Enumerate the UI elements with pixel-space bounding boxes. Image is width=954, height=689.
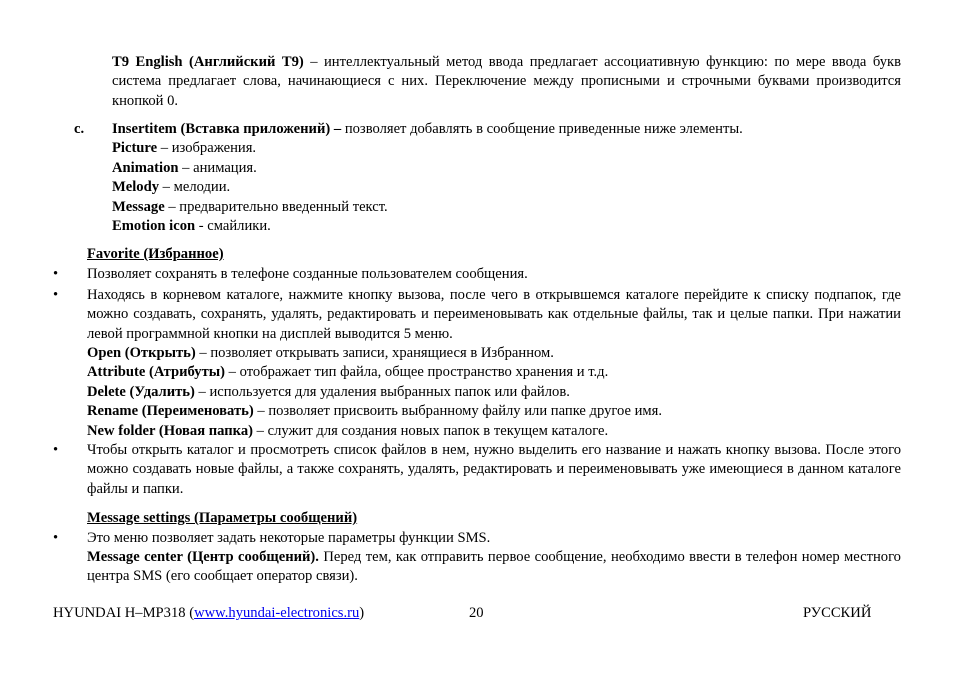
- menu-text: – служит для создания новых папок в текущем каталоге.: [253, 422, 609, 439]
- insert-section: [112, 120, 901, 236]
- menu-attribute: [87, 363, 901, 382]
- insert-item-animation: [112, 159, 901, 178]
- insert-item-text: – изображения.: [157, 140, 257, 157]
- msgsettings-heading: Message settings (Параметры сообщений): [87, 510, 358, 526]
- insert-item-term: Melody: [112, 179, 160, 196]
- menu-text: – используется для удаления выбранных папок или файлов.: [194, 383, 570, 400]
- bullet-icon: •: [53, 266, 59, 282]
- insert-item-emotion-icon: [112, 217, 901, 236]
- insert-item-text: - смайлики.: [195, 218, 271, 235]
- msgsettings-bullet-1: Это меню позволяет задать некоторые параметры функции SMS.: [87, 530, 491, 546]
- favorite-bullet-3: Чтобы открыть каталог и просмотреть список файлов в нем, нужно выделить его название и нажать кнопку вызова. После этого можно создавать новые файлы, а также сохранять, удалять, редактировать и переименовывать уже имеющиеся в данном каталоге файлы и папки.: [87, 442, 901, 497]
- favorite-bullet-2: Находясь в корневом каталоге, нажмите кнопку вызова, после чего в открывшемся каталоге перейдите к списку подпапок, где можно создавать, сохранять, удалять, редактировать и переименовывать как отдельные файлы, так и целые папки. При нажатии левой программной кнопки на дисплей выводится 5 меню.: [87, 287, 901, 342]
- insert-item-text: – анимация.: [178, 159, 257, 176]
- message-center-text: Перед тем, как отправить первое сообщение, необходимо ввести в телефон номер местного центра SMS (его сообщает оператор связи).: [87, 549, 901, 585]
- insert-item-melody: [112, 178, 901, 197]
- footer-language: РУССКИЙ: [803, 605, 872, 621]
- bullet-icon: •: [53, 530, 59, 546]
- insert-text: позволяет добавлять в сообщение приведенные ниже элементы.: [341, 121, 743, 137]
- bullet-icon: •: [53, 287, 59, 303]
- menu-open: [87, 344, 901, 363]
- page-number: 20: [469, 605, 484, 621]
- t9-paragraph: [112, 53, 901, 111]
- insert-item-picture: [112, 139, 901, 158]
- insert-item-message: [112, 198, 901, 217]
- insert-item-term: Picture: [112, 140, 158, 157]
- insert-item-text: – предварительно введенный текст.: [164, 198, 388, 215]
- favorite-menus: [87, 344, 901, 441]
- menu-term: Attribute (Атрибуты): [87, 364, 226, 381]
- footer-model: HYUNDAI H–MP318 (: [53, 605, 195, 621]
- message-center-term: Message center (Центр сообщений).: [87, 549, 319, 565]
- menu-term: New folder (Новая папка): [87, 422, 254, 439]
- message-center-paragraph: [87, 548, 901, 587]
- favorite-bullet-1: Позволяет сохранять в телефоне созданные пользователем сообщения.: [87, 266, 528, 282]
- insert-item-term: Animation: [112, 159, 179, 176]
- menu-new-folder: [87, 422, 901, 441]
- bullet-icon: •: [53, 442, 59, 458]
- insert-item-term: Emotion icon: [112, 218, 196, 235]
- footer-left: [53, 604, 364, 623]
- menu-delete: [87, 383, 901, 402]
- insert-item-text: – мелодии.: [159, 179, 231, 196]
- footer-url-link[interactable]: www.hyundai-electronics.ru: [194, 605, 360, 621]
- menu-text: – позволяет открывать записи, хранящиеся в Избранном.: [195, 345, 554, 361]
- menu-term: Rename (Переименовать): [87, 403, 254, 420]
- footer-close-paren: ): [359, 605, 365, 621]
- menu-term: Open (Открыть): [87, 345, 196, 361]
- menu-term: Delete (Удалить): [87, 383, 195, 400]
- menu-text: – позволяет присвоить выбранному файлу или папке другое имя.: [253, 403, 663, 420]
- t9-term: T9 English (Английский T9): [112, 54, 304, 70]
- t9-text: – интеллектуальный метод ввода предлагает ассоциативную функцию: по мере ввода букв система предлагает слова, начинающиеся с них. Переключение между прописными и строчными буквами производится кнопкой 0.: [112, 54, 901, 109]
- menu-text: – отображает тип файла, общее пространство хранения и т.д.: [225, 364, 609, 381]
- insert-marker: c.: [74, 121, 85, 137]
- favorite-heading: Favorite (Избранное): [87, 246, 224, 262]
- insert-term: Insertitem (Вставка приложений) –: [112, 121, 342, 137]
- menu-rename: [87, 402, 901, 421]
- insert-item-term: Message: [112, 198, 165, 215]
- insert-line: [112, 120, 901, 139]
